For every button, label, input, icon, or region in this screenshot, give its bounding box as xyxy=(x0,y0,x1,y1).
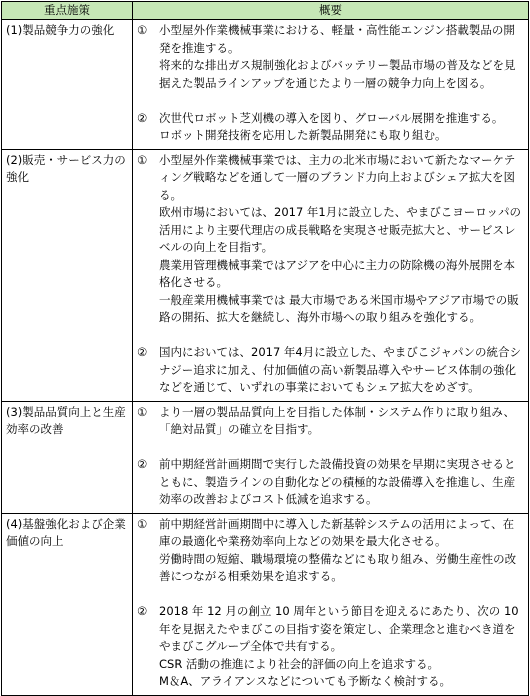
item-number: ① xyxy=(137,152,148,167)
item-text xyxy=(159,516,524,586)
item-spacer xyxy=(137,327,524,345)
item-paragraph: M＆A、アライアンスなどについても予断なく検討する。 xyxy=(159,674,452,688)
measure-label: (3)製品品質向上と生産効率の改善 xyxy=(2,401,133,513)
header-overview: 概要 xyxy=(133,2,529,20)
overview-cell xyxy=(133,401,529,513)
header-measure: 重点施策 xyxy=(2,2,133,20)
item-paragraph: 小型屋外作業機械事業では、主力の北米市場において新たなマーケティング戦略などを通して一層のブランド力向上およびシェア拡大を図る。 xyxy=(159,152,516,202)
item-text xyxy=(159,344,524,397)
table-row xyxy=(2,149,529,401)
item-number: ① xyxy=(137,404,148,419)
item-text xyxy=(159,404,524,439)
item-paragraph: ロボット開発技術を応用した新製品開発にも取り組む。 xyxy=(159,128,447,142)
measure-label: (2)販売・サービス力の強化 xyxy=(2,149,133,401)
item-paragraph: 将来的な排出ガス規制強化およびバッテリー製品市場の普及などを見据えた製品ラインアップを通じたより一層の競争力向上を図る。 xyxy=(159,58,516,90)
item-paragraph: より一層の製品品質向上を目指した体制・システム作りに取り組み、「絶対品質」の確立を目指す。 xyxy=(159,404,516,436)
item-text xyxy=(159,456,524,509)
item-paragraph: 2018 年 12 月の創立 10 周年という節目を迎えるにあたり、次の 10 年を見据えたやまびこの目指す姿を策定し、企業理念と進むべき道をやまびこグループ全体で共有する。 xyxy=(159,604,519,653)
table-row xyxy=(2,401,529,513)
overview-cell xyxy=(133,20,529,150)
item-spacer xyxy=(137,586,524,604)
item-paragraph: 欧州市場においては、2017 年1月に設立した、やまびこヨーロッパの活用により主要代理店の成長戦略を実現させ販売拡大と、サービスレベルの向上を目指す。 xyxy=(159,205,522,254)
item-number: ② xyxy=(137,110,148,125)
item-paragraph: 前中期経営計画期間中に導入した新基幹システムの活用によって、在庫の最適化や業務効率向上などの効果を最大化させる。 xyxy=(159,516,515,548)
item-paragraph: 小型屋外作業機械事業における、軽量・高性能エンジン搭載製品の開発を推進する。 xyxy=(159,23,515,55)
table-body xyxy=(2,20,529,696)
overview-item xyxy=(137,603,524,691)
overview-cell xyxy=(133,149,529,401)
item-number: ① xyxy=(137,23,148,37)
item-text xyxy=(159,110,524,145)
item-text xyxy=(159,22,524,92)
overview-item xyxy=(137,22,524,92)
item-paragraph: 一般産業用機械事業では 最大市場である米国市場やアジア市場での販路の開拓、拡大を継続し、海外市場への取り組みを強化する。 xyxy=(159,292,519,324)
measures-table xyxy=(1,1,529,696)
item-number: ② xyxy=(137,457,148,471)
item-text xyxy=(159,603,524,691)
item-number: ② xyxy=(137,345,148,359)
measure-label: (1)製品競争力の強化 xyxy=(2,20,133,150)
overview-item xyxy=(137,344,524,397)
item-spacer xyxy=(137,439,524,457)
overview-item xyxy=(137,152,524,327)
overview-item xyxy=(137,110,524,145)
item-paragraph: 次世代ロボット芝刈機の導入を図り、グローバル展開を推進する。 xyxy=(159,110,504,125)
item-paragraph: 前中期経営計画期間で実行した設備投資の効果を早期に実現させるとともに、製造ラインの自動化などの積極的な設備導入を推進し、生産効率の改善およびコスト低減を追求する。 xyxy=(159,457,516,506)
item-paragraph: 農業用管理機械事業ではアジアを中心に主力の防除機の海外展開を本格化させる。 xyxy=(159,257,516,289)
table-row xyxy=(2,513,529,695)
overview-item xyxy=(137,404,524,439)
item-paragraph: 国内においては、2017 年4月に設立した、やまびこジャパンの統合シナジー追求に加え、付加価値の高い新製品導入やサービス体制の強化などを通じて、いずれの事業においてもシェア拡大をめざす。 xyxy=(159,345,522,394)
item-spacer xyxy=(137,92,524,110)
item-number: ② xyxy=(137,604,148,618)
measure-label: (4)基盤強化および企業価値の向上 xyxy=(2,513,133,695)
overview-item xyxy=(137,516,524,586)
item-paragraph: CSR 活動の推進により社会的評価の向上を追求する。 xyxy=(159,656,439,671)
header-row xyxy=(2,2,529,20)
item-paragraph: 労働時間の短縮、職場環境の整備などにも取り組み、労働生産性の改善につながる相乗効果を追求する。 xyxy=(159,551,517,583)
table-row xyxy=(2,20,529,150)
overview-item xyxy=(137,456,524,509)
overview-cell xyxy=(133,513,529,695)
item-text xyxy=(159,152,524,327)
item-number: ① xyxy=(137,516,148,531)
